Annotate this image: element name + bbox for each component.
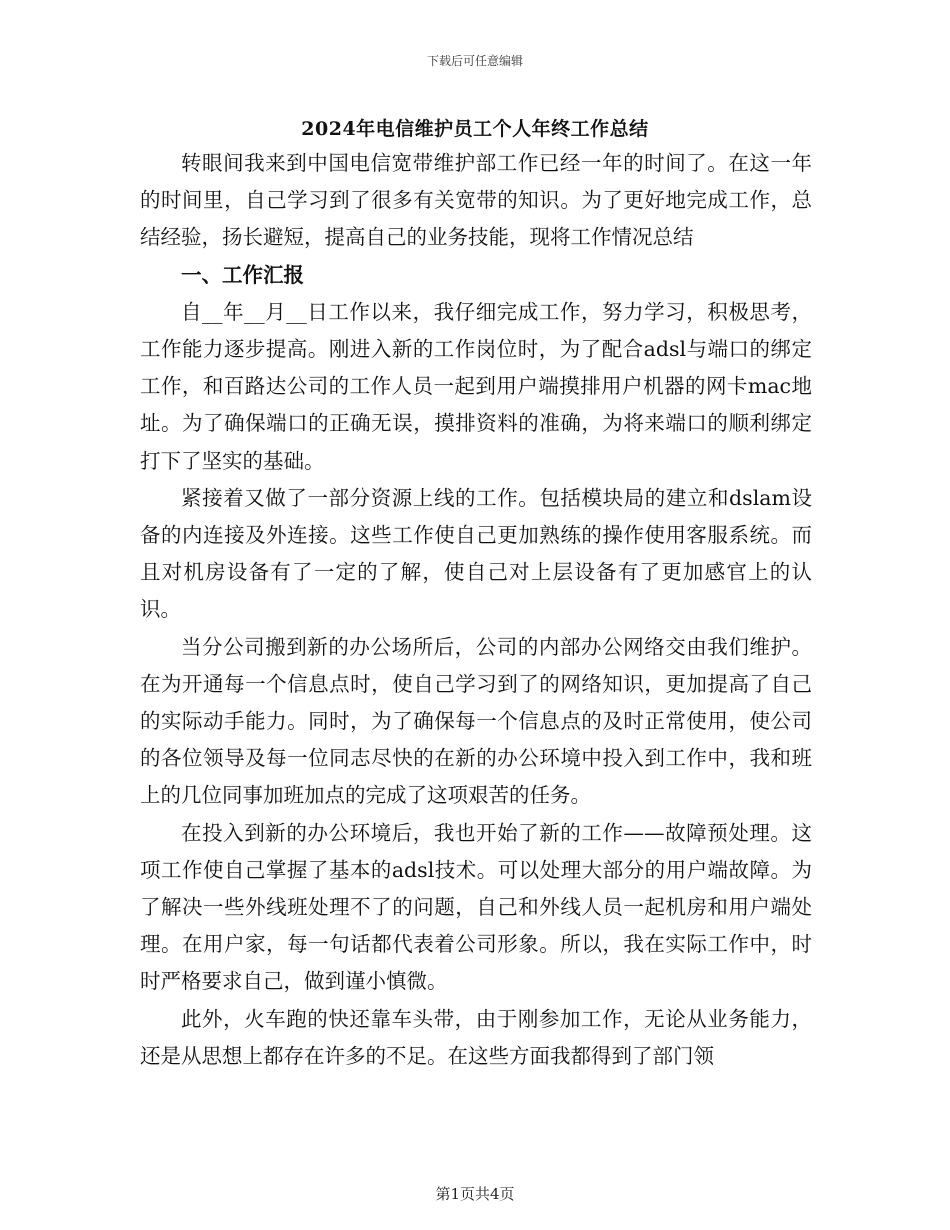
paragraph-intro: 转眼间我来到中国电信宽带维护部工作已经一年的时间了。在这一年的时间里，自己学习到了很多有关宽带的知识。为了更好地完成工作，总结经验，扬长避短，提高自己的业务技能，现将工作情况总结 [140, 151, 812, 250]
paragraph: 此外，火车跑的快还靠车头带，由于刚参加工作，无论从业务能力，还是从思想上都存在许多的不足。在这些方面我都得到了部门领 [140, 1006, 812, 1068]
section-heading: 一、工作汇报 [181, 262, 304, 287]
paragraph: 紧接着又做了一部分资源上线的工作。包括模块局的建立和dslam设备的内连接及外连接。这些工作使自己更加熟练的操作使用客服系统。而且对机房设备有了一定的了解，使自己对上层设备有了更加感官上的认识。 [140, 485, 812, 622]
document-body [140, 145, 812, 1075]
paragraph: 当分公司搬到新的办公场所后，公司的内部办公网络交由我们维护。在为开通每一个信息点时，使自己学习到了的网络知识，更加提高了自己的实际动手能力。同时，为了确保每一个信息点的及时正常使用，使公司的各位领导及每一位同志尽快的在新的办公环境中投入到工作中，我和班上的几位同事加班加点的完成了这项艰苦的任务。 [140, 634, 812, 808]
document-title: 2024年电信维护员工个人年终工作总结 [301, 118, 649, 140]
paragraph: 自__年__月__日工作以来，我仔细完成工作，努力学习，积极思考，工作能力逐步提高。刚进入新的工作岗位时，为了配合adsl与端口的绑定工作，和百路达公司的工作人员一起到用户端摸排用户机器的网卡mac地址。为了确保端口的正确无误，摸排资料的准确，为将来端口的顺利绑定打下了坚实的基础。 [140, 299, 812, 473]
page-footer: 第1页共4页 [435, 1185, 515, 1203]
page-header: 下载后可任意编辑 [426, 54, 523, 68]
paragraph: 在投入到新的办公环境后，我也开始了新的工作——故障预处理。这项工作使自己掌握了基本的adsl技术。可以处理大部分的用户端故障。为了解决一些外线班处理不了的问题，自己和外线人员一起机房和用户端处理。在用户家，每一句话都代表着公司形象。所以，我在实际工作中，时时严格要求自己，做到谨小慎微。 [140, 820, 812, 994]
